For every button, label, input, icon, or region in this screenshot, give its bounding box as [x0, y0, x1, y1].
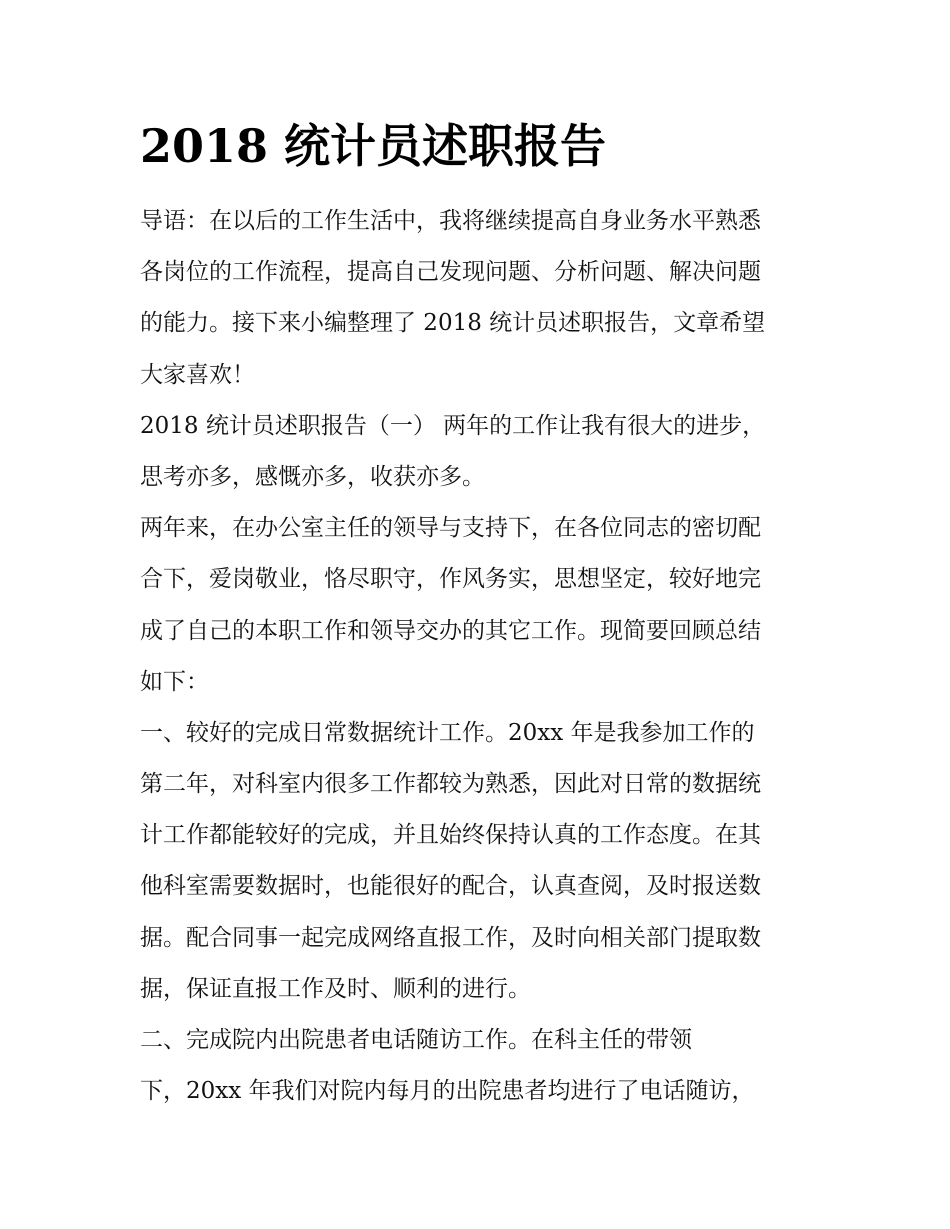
text-line: 大家喜欢！	[140, 361, 255, 388]
document-body	[140, 196, 820, 1117]
text-line: 各岗位的工作流程，提高自己发现问题、分析问题、解决问题	[140, 259, 761, 286]
text-line: 下，20xx 年我们对院内每月的出院患者均进行了电话随访，	[140, 1078, 755, 1105]
text-line: 两年来，在办公室主任的领导与支持下，在各位同志的密切配	[140, 515, 761, 542]
text-line: 导语：在以后的工作生活中，我将继续提高自身业务水平熟悉	[140, 208, 761, 234]
text-line: 第二年，对科室内很多工作都较为熟悉，因此对日常的数据统	[140, 771, 761, 798]
text-line: 2018 统计员述职报告（一） 两年的工作让我有很大的进步，	[140, 412, 766, 439]
text-line: 他科室需要数据时，也能很好的配合，认真查阅，及时报送数	[140, 873, 761, 900]
text-line: 据，保证直报工作及时、顺利的进行。	[140, 975, 531, 1002]
text-line: 合下，爱岗敬业，恪尽职守，作风务实，思想坚定，较好地完	[140, 566, 761, 593]
text-line: 思考亦多，感慨亦多，收获亦多。	[140, 463, 485, 490]
text-line: 二、完成院内出院患者电话随访工作。在科主任的带领	[140, 1027, 692, 1053]
text-line: 成了自己的本职工作和领导交办的其它工作。现简要回顾总结	[140, 617, 761, 644]
text-line: 如下：	[140, 668, 209, 695]
text-line: 据。配合同事一起完成网络直报工作，及时向相关部门提取数	[140, 924, 761, 951]
text-line: 计工作都能较好的完成，并且始终保持认真的工作态度。在其	[140, 822, 761, 849]
text-line: 一、较好的完成日常数据统计工作。20xx 年是我参加工作的	[140, 719, 755, 746]
document-title: 2018 统计员述职报告	[140, 119, 607, 173]
text-line: 的能力。接下来小编整理了 2018 统计员述职报告，文章希望	[140, 310, 766, 337]
